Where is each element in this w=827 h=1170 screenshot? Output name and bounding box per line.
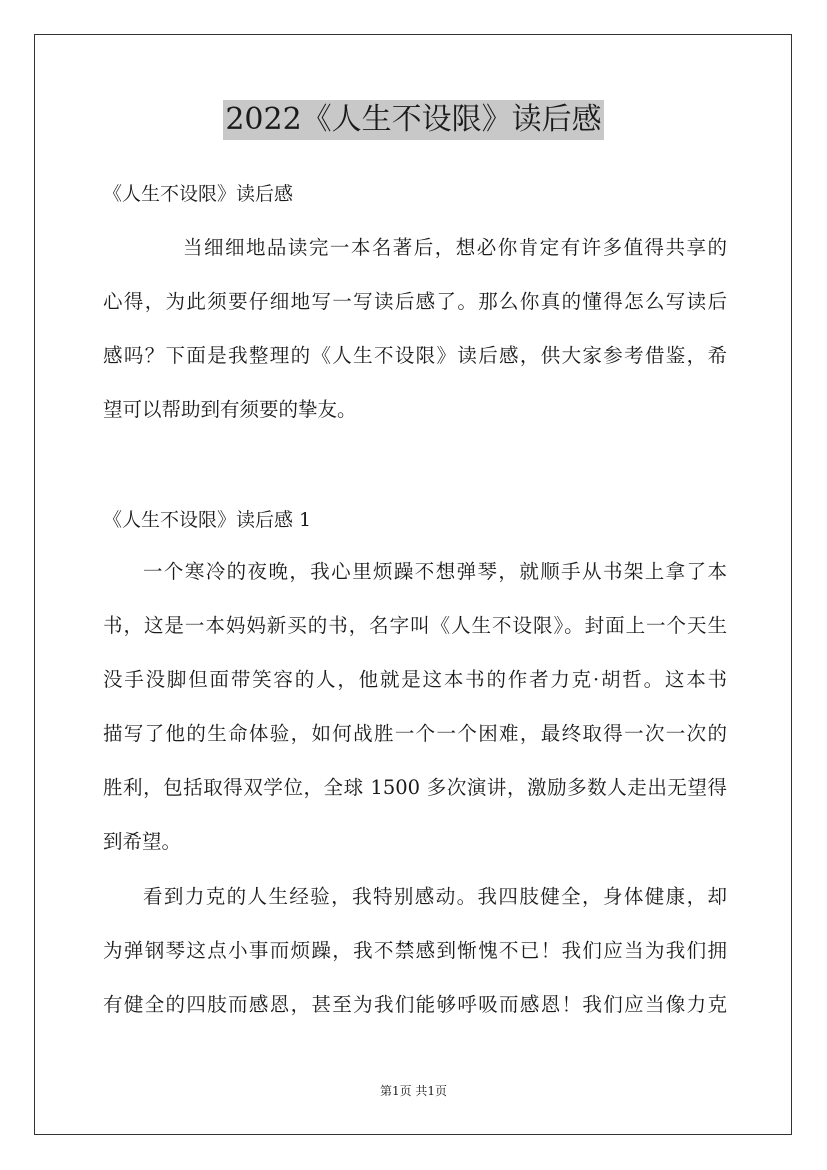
section1-line: 没手没脚但面带笑容的人，他就是这本书的作者力克·胡哲。这本书 bbox=[103, 668, 727, 691]
intro-heading: 《人生不设限》读后感 bbox=[103, 183, 294, 205]
section1-line: 看到力克的人生经验，我特别感动。我四肢健全，身体健康，却 bbox=[143, 885, 727, 908]
page-footer: 第1页 共1页 bbox=[379, 1084, 448, 1098]
section1-line: 一个寒冷的夜晚，我心里烦躁不想弹琴，就顺手从书架上拿了本 bbox=[143, 560, 727, 583]
intro-line: 心得，为此须要仔细地写一写读后感了。那么你真的懂得怎么写读后 bbox=[103, 290, 727, 313]
intro-line: 当细细地品读完一本名著后，想必你肯定有许多值得共享的 bbox=[183, 236, 727, 259]
section1-paragraph-2 bbox=[103, 870, 727, 1032]
section1-paragraph-1 bbox=[103, 545, 727, 869]
document-title: 2022《人生不设限》读后感 bbox=[223, 100, 603, 140]
intro-line: 感吗？下面是我整理的《人生不设限》读后感，供大家参考借鉴，希 bbox=[103, 344, 727, 367]
section1-line: 书，这是一本妈妈新买的书，名字叫《人生不设限》。封面上一个天生 bbox=[103, 614, 727, 637]
document-title-wrap bbox=[0, 100, 827, 140]
section1-line: 描写了他的生命体验，如何战胜一个一个困难，最终取得一次一次的 bbox=[103, 722, 727, 745]
section1-line: 胜利，包括取得双学位，全球 1500 多次演讲，激励多数人走出无望得 bbox=[103, 776, 727, 799]
section1-line: 到希望。 bbox=[103, 830, 182, 853]
intro-line: 望可以帮助到有须要的挚友。 bbox=[103, 398, 357, 421]
section1-line: 有健全的四肢而感恩，甚至为我们能够呼吸而感恩！我们应当像力克 bbox=[103, 993, 727, 1016]
intro-paragraph bbox=[103, 221, 727, 437]
section1-line: 为弹钢琴这点小事而烦躁，我不禁感到惭愧不已！我们应当为我们拥 bbox=[103, 939, 727, 962]
section1-heading: 《人生不设限》读后感 1 bbox=[103, 509, 312, 531]
